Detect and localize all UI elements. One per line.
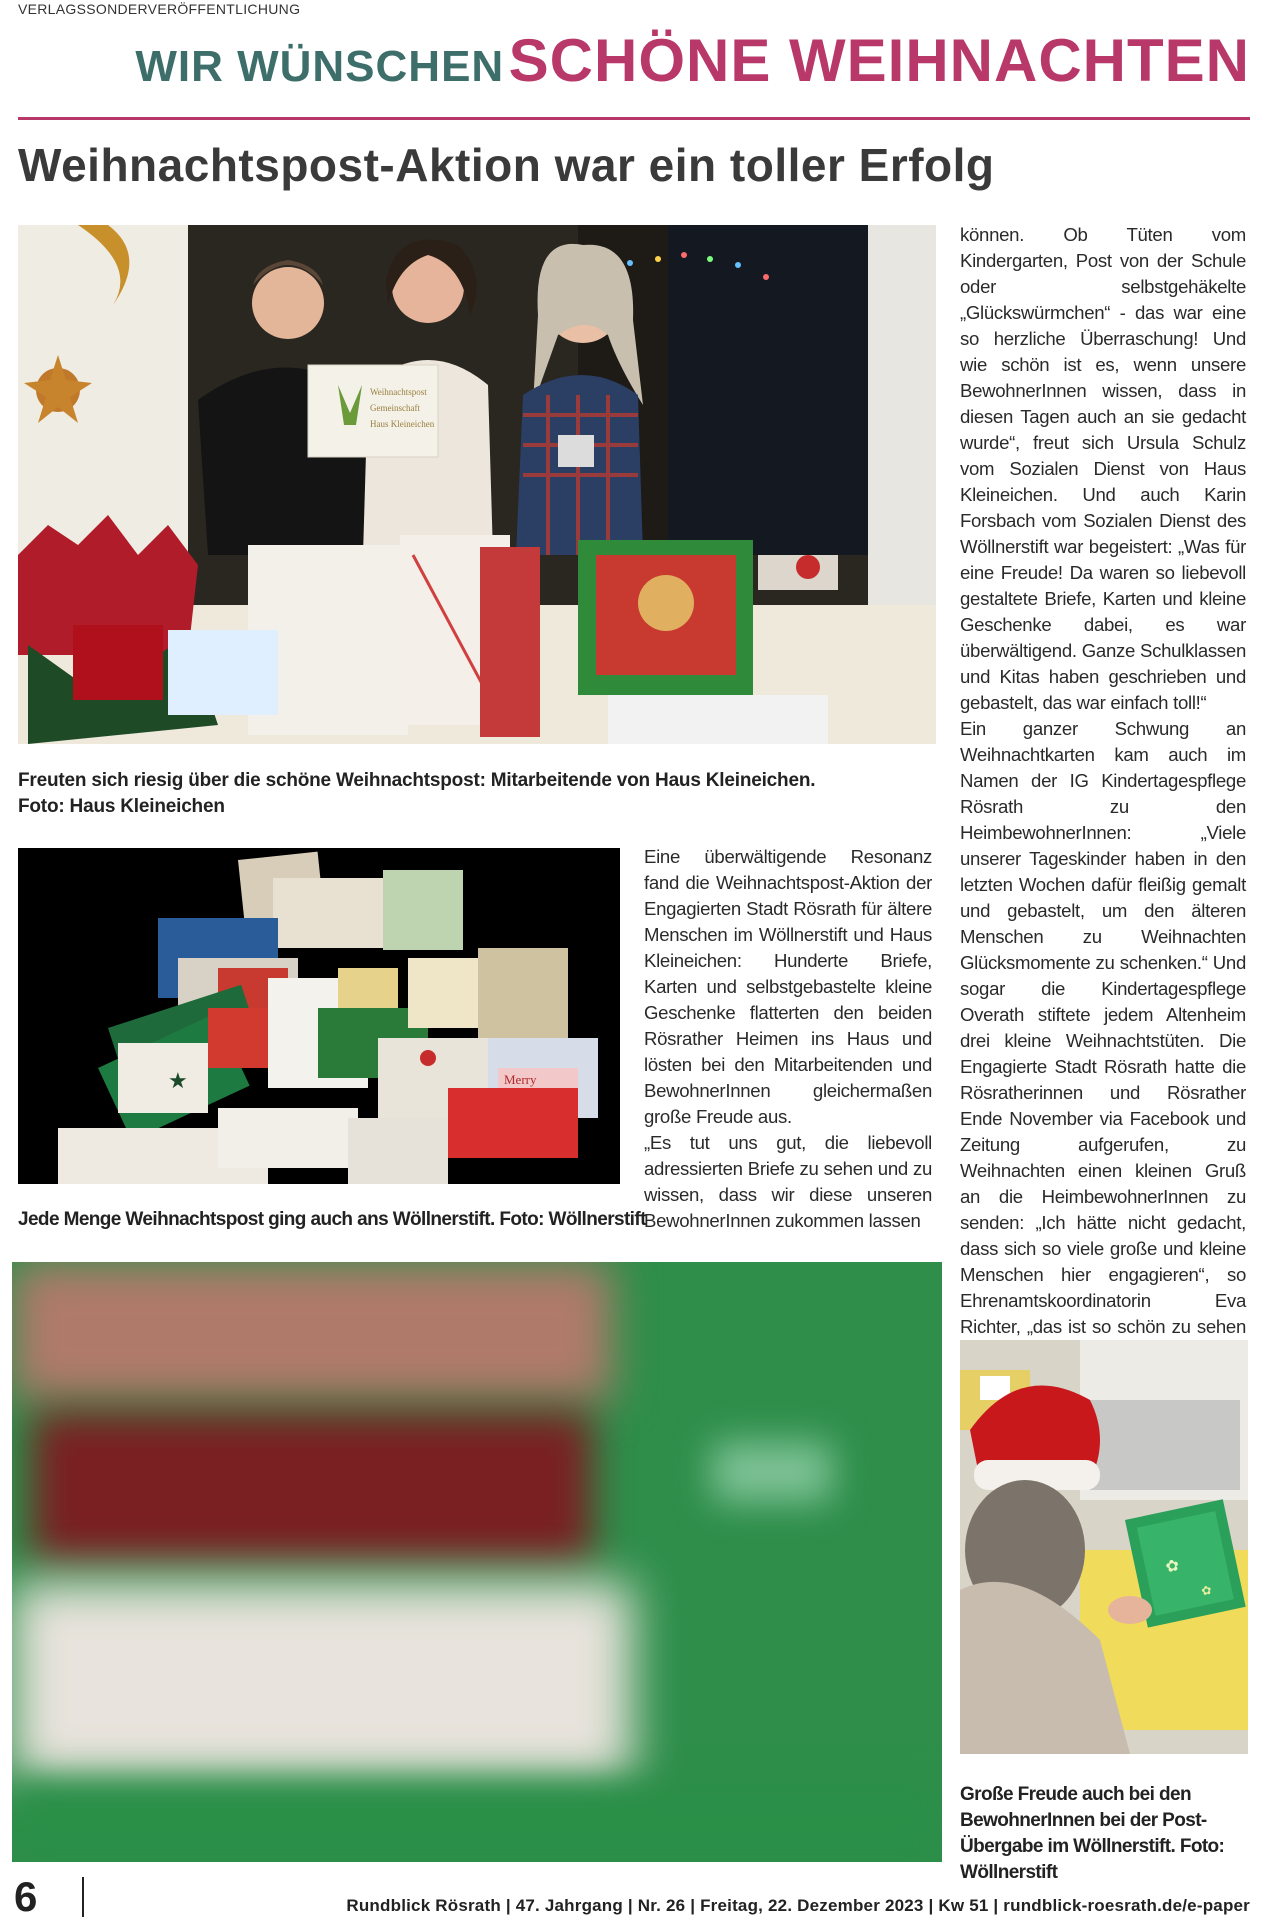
photo1-caption: Freuten sich riesig über die schöne Weihnachtspost: Mitarbeitende von Haus Kleineichen. Foto: Haus Kleineichen (18, 770, 816, 817)
advertisement-blurred (12, 1262, 942, 1862)
photo-woellnerstift-mail (18, 848, 620, 1184)
article-paragraph: „Es tut uns gut, die liebevoll adressierten Briefe zu sehen und zu wissen, dass wir diese unseren BewohnerInnen zukommen lassen (644, 1132, 932, 1231)
photo2-caption: Jede Menge Weihnachtspost ging auch ans Wöllnerstift. Foto: Wöllnerstift (18, 1209, 646, 1230)
photo-card-text: Gemeinschaft (370, 403, 420, 413)
photo3-caption: Große Freude auch bei den BewohnerInnen bei der Post-Übergabe im Wöllnerstift. Foto: Wöllnerstift (960, 1784, 1225, 1883)
kicker: VERLAGSSONDERVERÖFFENTLICHUNG (18, 1, 301, 17)
masthead-title (135, 26, 1250, 95)
article-paragraph: Ein ganzer Schwung an Weihnachtkarten kam auch im Namen der IG Kindertagespflege Rösrath zu den HeimbewohnerInnen: „Viele unserer Tageskinder haben in den letzten Wochen dafür fleißig gemalt und gebastelt, um den älteren Menschen zu Weihnachten Glücksmomente zu schenken.“ Und sogar die Kindertagespflege Overath stiftete jedem Altenheim drei kleine Weihnachtstüten. Die Engagierte Stadt Rösrath hatte die Rösratherinnen und Rösrather Ende November via Facebook und Zeitung aufgerufen, zu Weihnachten einen kleinen Gruß an die HeimbewohnerInnen zu senden: „Ich hätte nicht gedacht, dass sich so viele große und kleine Menschen hier engagieren“, so Ehrenamtskoordinatorin Eva Richter, „das ist so schön zu sehen (960, 718, 1246, 1337)
svg-text:✿: ✿ (1200, 1582, 1213, 1599)
photo-resident-with-card (960, 1340, 1248, 1754)
footer-divider (82, 1877, 84, 1917)
svg-text:★: ★ (168, 1068, 188, 1093)
masthead-title-part1: WIR WÜNSCHEN (135, 42, 505, 91)
photo-card-name: Merry (504, 1072, 537, 1087)
svg-text:✿: ✿ (1164, 1556, 1181, 1577)
article-paragraph: Eine überwältigende Resonanz fand die Weihnachtspost-Aktion der Engagierten Stadt Rösrath für ältere Menschen im Wöllnerstift und Haus Kleineichen: Hunderte Briefe, Karten und selbstgebastelte kleine Geschenke flatterten den beiden Rösrather Heimen ins Haus und lösten bei den Mitarbeitenden und BewohnerInnen gleichermaßen große Freude aus. (644, 846, 932, 1127)
photo-resident-illustration (960, 1340, 1248, 1754)
photo-mail-illustration (18, 848, 620, 1184)
page-number: 6 (14, 1873, 38, 1920)
photo-card-text: Haus Kleineichen (370, 419, 435, 429)
photo-haus-kleineichen-staff (18, 225, 936, 744)
header-divider (18, 117, 1250, 120)
photo-staff-illustration (18, 225, 936, 744)
masthead-title-part2: SCHÖNE WEIHNACHTEN (508, 27, 1250, 94)
article-body-middle-column (644, 844, 932, 1234)
article-body-right-column (960, 222, 1246, 1418)
photo-card-text: Weihnachtspost (370, 387, 427, 397)
article-headline: Weihnachtspost-Aktion war ein toller Erfolg (18, 139, 995, 191)
article-paragraph: können. Ob Tüten vom Kindergarten, Post von der Schule oder selbstgehäkelte „Glückswürmchen“ - das war eine so herzliche Überraschung! Und wie schön ist es, wenn unsere BewohnerInnen wissen, dass in diesen Tagen auch an sie gedacht wurde“, freut sich Ursula Schulz vom Sozialen Dienst von Haus Kleineichen. Und auch Karin Forsbach vom Sozialen Dienst des Wöllnerstift war begeistert: „Was für eine Freude! Da waren so liebevoll gestaltete Briefe, Karten und kleine Geschenke dabei, es war überwältigend. Ganze Schulklassen und Kitas haben geschrieben und gebastelt, das war einfach toll!“ (960, 224, 1246, 713)
footer-publication-info: Rundblick Rösrath | 47. Jahrgang | Nr. 26 | Freitag, 22. Dezember 2023 | Kw 51 | rundblick-roesrath.de/e-paper (346, 1896, 1250, 1915)
